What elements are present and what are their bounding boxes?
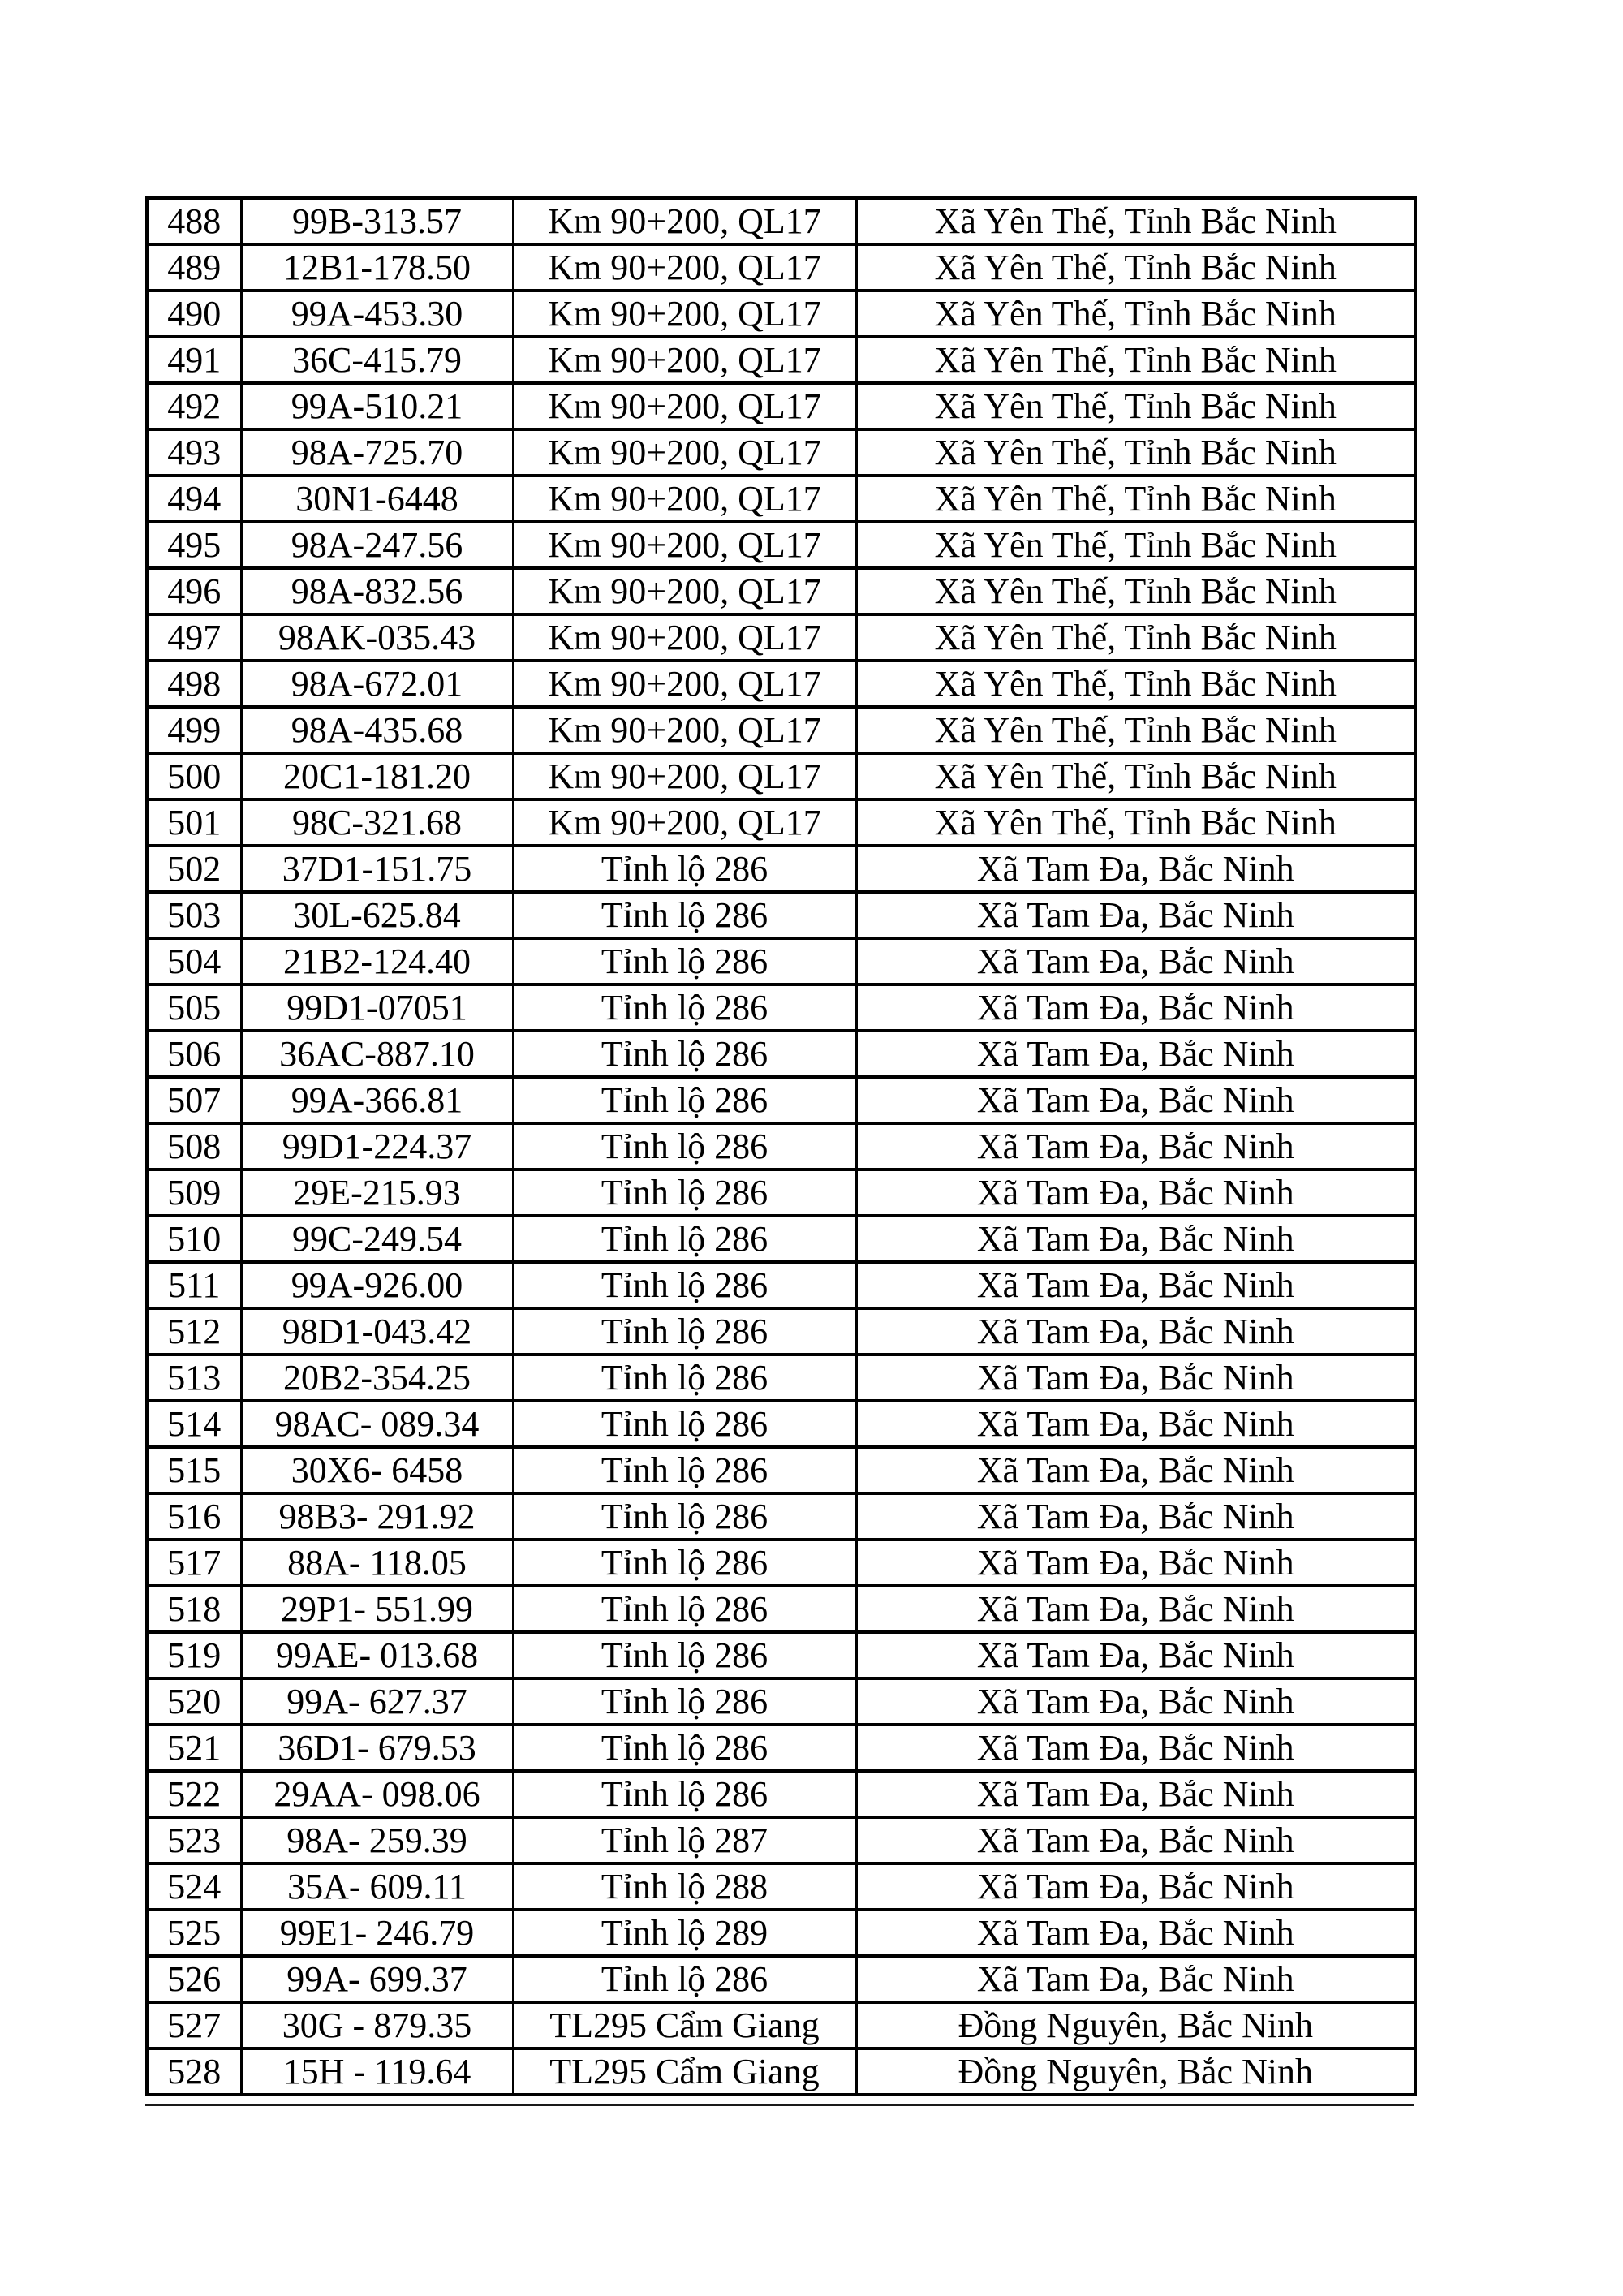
cell-location: Km 90+200, QL17	[513, 753, 856, 799]
cell-address: Xã Tam Đa, Bắc Ninh	[856, 938, 1415, 984]
cell-location: Km 90+200, QL17	[513, 291, 856, 337]
cell-location: Km 90+200, QL17	[513, 244, 856, 291]
cell-plate: 99A- 699.37	[241, 1956, 513, 2002]
cell-plate: 29AA- 098.06	[241, 1771, 513, 1817]
cell-address: Xã Tam Đa, Bắc Ninh	[856, 1493, 1415, 1540]
table-row	[147, 244, 1415, 291]
table-row	[147, 476, 1415, 522]
cell-no: 511	[147, 1262, 241, 1308]
cell-address: Xã Tam Đa, Bắc Ninh	[856, 1586, 1415, 1632]
table-row	[147, 1262, 1415, 1308]
cell-location: Km 90+200, QL17	[513, 337, 856, 383]
cell-address: Xã Tam Đa, Bắc Ninh	[856, 1031, 1415, 1077]
table-row	[147, 1540, 1415, 1586]
cell-location: Tỉnh lộ 286	[513, 1540, 856, 1586]
cell-plate: 98D1-043.42	[241, 1308, 513, 1355]
cell-address: Đồng Nguyên, Bắc Ninh	[856, 2048, 1415, 2095]
cell-plate: 99A-453.30	[241, 291, 513, 337]
cell-plate: 98A-435.68	[241, 707, 513, 753]
cell-no: 522	[147, 1771, 241, 1817]
cell-plate: 88A- 118.05	[241, 1540, 513, 1586]
table-body	[147, 198, 1415, 2095]
cell-plate: 98A-672.01	[241, 661, 513, 707]
cell-no: 505	[147, 984, 241, 1031]
cell-plate: 98A-247.56	[241, 522, 513, 568]
cell-no: 498	[147, 661, 241, 707]
table-row	[147, 383, 1415, 429]
cell-plate: 99D1-224.37	[241, 1123, 513, 1170]
cell-location: Km 90+200, QL17	[513, 799, 856, 846]
cell-no: 508	[147, 1123, 241, 1170]
cell-plate: 99C-249.54	[241, 1216, 513, 1262]
cell-address: Xã Tam Đa, Bắc Ninh	[856, 1077, 1415, 1123]
cell-location: Km 90+200, QL17	[513, 707, 856, 753]
cell-address: Xã Tam Đa, Bắc Ninh	[856, 1632, 1415, 1678]
cell-location: Tỉnh lộ 286	[513, 1447, 856, 1493]
cell-no: 489	[147, 244, 241, 291]
table-row	[147, 1123, 1415, 1170]
table-row	[147, 1956, 1415, 2002]
table-row	[147, 1401, 1415, 1447]
cell-plate: 21B2-124.40	[241, 938, 513, 984]
cell-location: Tỉnh lộ 286	[513, 1031, 856, 1077]
cell-address: Xã Tam Đa, Bắc Ninh	[856, 1262, 1415, 1308]
cell-plate: 99E1- 246.79	[241, 1910, 513, 1956]
table-row	[147, 568, 1415, 614]
table-row	[147, 522, 1415, 568]
cell-location: Tỉnh lộ 286	[513, 1216, 856, 1262]
cell-location: Km 90+200, QL17	[513, 383, 856, 429]
cell-location: Tỉnh lộ 286	[513, 1355, 856, 1401]
cell-address: Xã Yên Thế, Tỉnh Bắc Ninh	[856, 799, 1415, 846]
cell-address: Xã Tam Đa, Bắc Ninh	[856, 1725, 1415, 1771]
cell-no: 515	[147, 1447, 241, 1493]
table-row	[147, 1355, 1415, 1401]
cell-no: 499	[147, 707, 241, 753]
cell-plate: 20C1-181.20	[241, 753, 513, 799]
cell-address: Xã Tam Đa, Bắc Ninh	[856, 1956, 1415, 2002]
cell-address: Đồng Nguyên, Bắc Ninh	[856, 2002, 1415, 2048]
cell-no: 492	[147, 383, 241, 429]
cell-plate: 98AK-035.43	[241, 614, 513, 661]
cell-no: 527	[147, 2002, 241, 2048]
cell-plate: 99A-366.81	[241, 1077, 513, 1123]
cell-address: Xã Tam Đa, Bắc Ninh	[856, 1216, 1415, 1262]
cell-plate: 36AC-887.10	[241, 1031, 513, 1077]
cell-location: Tỉnh lộ 286	[513, 1632, 856, 1678]
table-row	[147, 1447, 1415, 1493]
cell-no: 510	[147, 1216, 241, 1262]
cell-address: Xã Tam Đa, Bắc Ninh	[856, 1817, 1415, 1863]
cell-plate: 98B3- 291.92	[241, 1493, 513, 1540]
cell-no: 516	[147, 1493, 241, 1540]
cell-plate: 99AE- 013.68	[241, 1632, 513, 1678]
cell-address: Xã Yên Thế, Tỉnh Bắc Ninh	[856, 291, 1415, 337]
table-row	[147, 1216, 1415, 1262]
cell-no: 493	[147, 429, 241, 476]
table-row	[147, 291, 1415, 337]
table-row	[147, 1308, 1415, 1355]
cell-no: 500	[147, 753, 241, 799]
table-row	[147, 938, 1415, 984]
table-row	[147, 799, 1415, 846]
cell-address: Xã Tam Đa, Bắc Ninh	[856, 1447, 1415, 1493]
cell-address: Xã Yên Thế, Tỉnh Bắc Ninh	[856, 429, 1415, 476]
cell-location: Tỉnh lộ 286	[513, 1586, 856, 1632]
cell-address: Xã Tam Đa, Bắc Ninh	[856, 1123, 1415, 1170]
cell-address: Xã Yên Thế, Tỉnh Bắc Ninh	[856, 707, 1415, 753]
table-row	[147, 1031, 1415, 1077]
cell-plate: 99B-313.57	[241, 198, 513, 244]
cell-no: 517	[147, 1540, 241, 1586]
table-row	[147, 1077, 1415, 1123]
cell-location: TL295 Cẩm Giang	[513, 2048, 856, 2095]
cell-plate: 29P1- 551.99	[241, 1586, 513, 1632]
cell-address: Xã Yên Thế, Tỉnh Bắc Ninh	[856, 337, 1415, 383]
cell-no: 501	[147, 799, 241, 846]
cell-address: Xã Tam Đa, Bắc Ninh	[856, 984, 1415, 1031]
cell-plate: 98AC- 089.34	[241, 1401, 513, 1447]
cell-no: 513	[147, 1355, 241, 1401]
table-row	[147, 753, 1415, 799]
table-row	[147, 707, 1415, 753]
cell-plate: 29E-215.93	[241, 1170, 513, 1216]
cell-no: 518	[147, 1586, 241, 1632]
cell-no: 490	[147, 291, 241, 337]
cell-location: Tỉnh lộ 286	[513, 846, 856, 892]
cell-location: Tỉnh lộ 286	[513, 1262, 856, 1308]
cell-address: Xã Yên Thế, Tỉnh Bắc Ninh	[856, 522, 1415, 568]
cell-location: Km 90+200, QL17	[513, 476, 856, 522]
table-row	[147, 1817, 1415, 1863]
cell-no: 502	[147, 846, 241, 892]
cell-no: 496	[147, 568, 241, 614]
table-row	[147, 1170, 1415, 1216]
cell-no: 524	[147, 1863, 241, 1910]
cell-no: 526	[147, 1956, 241, 2002]
table-row	[147, 1910, 1415, 1956]
cell-no: 525	[147, 1910, 241, 1956]
cell-plate: 98A- 259.39	[241, 1817, 513, 1863]
cell-location: Km 90+200, QL17	[513, 661, 856, 707]
cell-plate: 37D1-151.75	[241, 846, 513, 892]
cell-no: 503	[147, 892, 241, 938]
cell-no: 521	[147, 1725, 241, 1771]
cell-plate: 20B2-354.25	[241, 1355, 513, 1401]
cell-location: Tỉnh lộ 286	[513, 1493, 856, 1540]
cell-plate: 98A-832.56	[241, 568, 513, 614]
cell-location: Tỉnh lộ 286	[513, 1771, 856, 1817]
cell-address: Xã Tam Đa, Bắc Ninh	[856, 1771, 1415, 1817]
cell-no: 507	[147, 1077, 241, 1123]
cell-plate: 99A-926.00	[241, 1262, 513, 1308]
cell-location: TL295 Cẩm Giang	[513, 2002, 856, 2048]
table-row	[147, 1493, 1415, 1540]
license-plate-table	[145, 196, 1417, 2096]
table-row	[147, 2002, 1415, 2048]
cell-address: Xã Tam Đa, Bắc Ninh	[856, 846, 1415, 892]
cell-location: Tỉnh lộ 286	[513, 1123, 856, 1170]
table-row	[147, 892, 1415, 938]
cell-no: 509	[147, 1170, 241, 1216]
table-row	[147, 337, 1415, 383]
cell-no: 491	[147, 337, 241, 383]
cell-no: 488	[147, 198, 241, 244]
cell-location: Tỉnh lộ 289	[513, 1910, 856, 1956]
cell-address: Xã Tam Đa, Bắc Ninh	[856, 1308, 1415, 1355]
cell-location: Tỉnh lộ 286	[513, 892, 856, 938]
cell-no: 494	[147, 476, 241, 522]
cell-plate: 12B1-178.50	[241, 244, 513, 291]
scan-artifact-line	[145, 2104, 1414, 2106]
cell-location: Tỉnh lộ 286	[513, 1956, 856, 2002]
cell-address: Xã Yên Thế, Tỉnh Bắc Ninh	[856, 614, 1415, 661]
cell-address: Xã Tam Đa, Bắc Ninh	[856, 1863, 1415, 1910]
cell-plate: 35A- 609.11	[241, 1863, 513, 1910]
cell-address: Xã Tam Đa, Bắc Ninh	[856, 1678, 1415, 1725]
cell-address: Xã Yên Thế, Tỉnh Bắc Ninh	[856, 198, 1415, 244]
cell-no: 528	[147, 2048, 241, 2095]
cell-location: Tỉnh lộ 286	[513, 1170, 856, 1216]
cell-address: Xã Tam Đa, Bắc Ninh	[856, 1355, 1415, 1401]
cell-location: Tỉnh lộ 286	[513, 1308, 856, 1355]
cell-plate: 36C-415.79	[241, 337, 513, 383]
table-row	[147, 661, 1415, 707]
cell-plate: 30L-625.84	[241, 892, 513, 938]
cell-address: Xã Tam Đa, Bắc Ninh	[856, 1401, 1415, 1447]
table-row	[147, 614, 1415, 661]
cell-address: Xã Tam Đa, Bắc Ninh	[856, 1910, 1415, 1956]
table-row	[147, 1586, 1415, 1632]
cell-plate: 99A- 627.37	[241, 1678, 513, 1725]
cell-no: 497	[147, 614, 241, 661]
cell-plate: 98A-725.70	[241, 429, 513, 476]
cell-address: Xã Yên Thế, Tỉnh Bắc Ninh	[856, 476, 1415, 522]
cell-plate: 30X6- 6458	[241, 1447, 513, 1493]
cell-location: Tỉnh lộ 286	[513, 1401, 856, 1447]
cell-no: 519	[147, 1632, 241, 1678]
cell-no: 520	[147, 1678, 241, 1725]
cell-location: Tỉnh lộ 287	[513, 1817, 856, 1863]
cell-address: Xã Yên Thế, Tỉnh Bắc Ninh	[856, 244, 1415, 291]
table-row	[147, 1771, 1415, 1817]
cell-no: 506	[147, 1031, 241, 1077]
cell-no: 495	[147, 522, 241, 568]
cell-no: 512	[147, 1308, 241, 1355]
cell-no: 523	[147, 1817, 241, 1863]
cell-location: Km 90+200, QL17	[513, 614, 856, 661]
cell-address: Xã Tam Đa, Bắc Ninh	[856, 892, 1415, 938]
table-row	[147, 1725, 1415, 1771]
table-row	[147, 1678, 1415, 1725]
cell-address: Xã Tam Đa, Bắc Ninh	[856, 1170, 1415, 1216]
cell-location: Km 90+200, QL17	[513, 429, 856, 476]
cell-plate: 99D1-07051	[241, 984, 513, 1031]
cell-plate: 15H - 119.64	[241, 2048, 513, 2095]
cell-location: Tỉnh lộ 286	[513, 938, 856, 984]
cell-plate: 98C-321.68	[241, 799, 513, 846]
cell-no: 504	[147, 938, 241, 984]
table-row	[147, 1863, 1415, 1910]
table-row	[147, 846, 1415, 892]
cell-location: Tỉnh lộ 286	[513, 1077, 856, 1123]
cell-address: Xã Yên Thế, Tỉnh Bắc Ninh	[856, 568, 1415, 614]
table-row	[147, 1632, 1415, 1678]
cell-location: Tỉnh lộ 288	[513, 1863, 856, 1910]
cell-location: Km 90+200, QL17	[513, 568, 856, 614]
cell-plate: 30G - 879.35	[241, 2002, 513, 2048]
cell-location: Km 90+200, QL17	[513, 198, 856, 244]
cell-plate: 36D1- 679.53	[241, 1725, 513, 1771]
cell-plate: 30N1-6448	[241, 476, 513, 522]
cell-location: Km 90+200, QL17	[513, 522, 856, 568]
cell-no: 514	[147, 1401, 241, 1447]
cell-address: Xã Yên Thế, Tỉnh Bắc Ninh	[856, 383, 1415, 429]
cell-location: Tỉnh lộ 286	[513, 1678, 856, 1725]
table-row	[147, 429, 1415, 476]
cell-address: Xã Tam Đa, Bắc Ninh	[856, 1540, 1415, 1586]
table-row	[147, 2048, 1415, 2095]
table-row	[147, 984, 1415, 1031]
cell-address: Xã Yên Thế, Tỉnh Bắc Ninh	[856, 661, 1415, 707]
cell-address: Xã Yên Thế, Tỉnh Bắc Ninh	[856, 753, 1415, 799]
cell-location: Tỉnh lộ 286	[513, 984, 856, 1031]
cell-plate: 99A-510.21	[241, 383, 513, 429]
cell-location: Tỉnh lộ 286	[513, 1725, 856, 1771]
table-row	[147, 198, 1415, 244]
